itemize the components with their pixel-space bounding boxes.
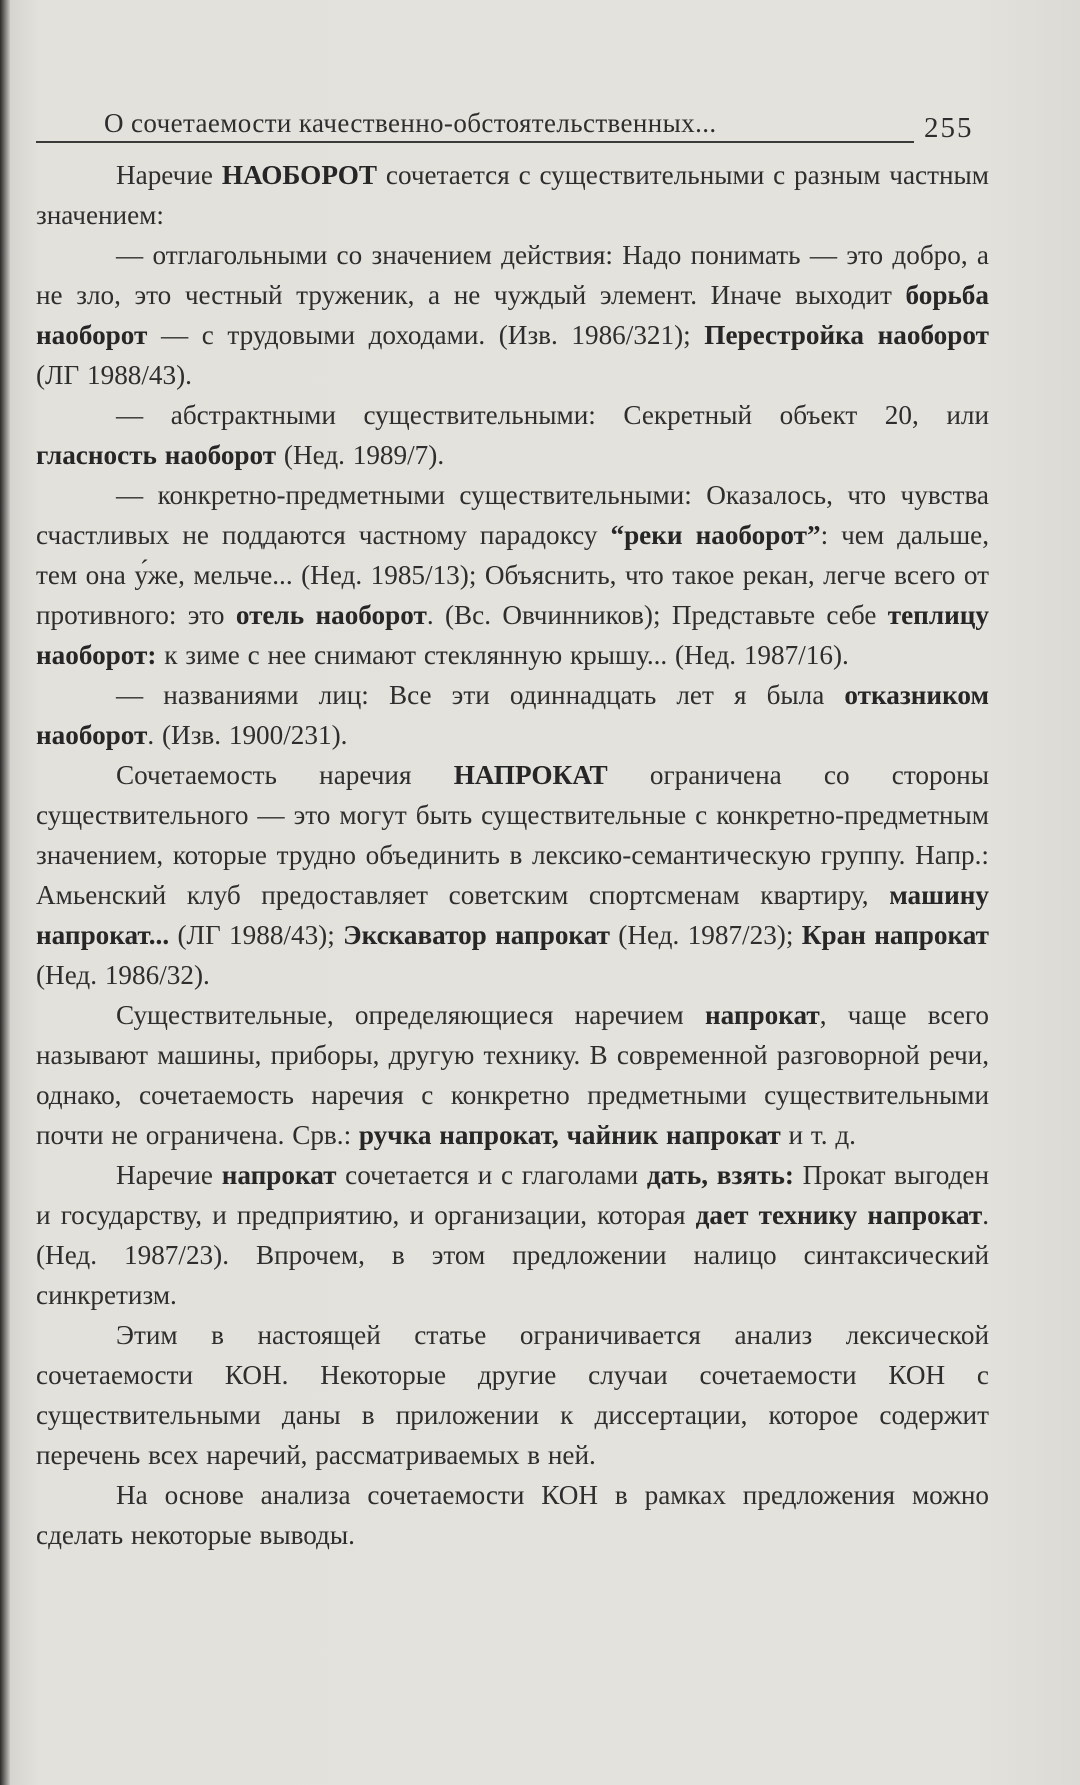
text-segment: — конкретно-предметными существительными: Оказалось, что чувства счастливых не поддаются частному парадоксу: [36, 480, 989, 550]
paragraph: [36, 1315, 989, 1475]
bold-text-segment: Экскаватор напрокат: [343, 920, 610, 950]
paragraph: [36, 1155, 989, 1315]
book-spine-edge: [0, 0, 10, 1785]
bold-text-segment: гласность наоборот: [36, 440, 277, 470]
bold-text-segment: напрокат: [221, 1160, 337, 1190]
text-segment: (ЛГ 1988/43).: [36, 360, 192, 390]
bold-text-segment: теплицу наоборот:: [36, 600, 989, 670]
paragraph: [36, 675, 989, 755]
text-segment: Сочетаемость наречия: [116, 760, 454, 790]
bold-text-segment: НАОБОРОТ: [221, 160, 378, 190]
text-segment: к зиме с нее снимают стеклянную крышу... (Нед. 1987/16).: [156, 640, 849, 670]
text-segment: (Нед. 1986/32).: [36, 960, 210, 990]
paragraph: [36, 995, 989, 1155]
running-header: [36, 100, 989, 146]
bold-text-segment: НАПРОКАТ: [453, 760, 608, 790]
text-segment: сочетается и с глаголами: [336, 1160, 647, 1190]
bold-text-segment: напрокат: [704, 1000, 820, 1030]
bold-text-segment: Кран напрокат: [801, 920, 989, 950]
bold-text-segment: дать, взять:: [646, 1160, 794, 1190]
bold-text-segment: Перестройка наоборот: [704, 320, 989, 350]
text-segment: ограничена со стороны существительного — это могут быть существительные с конкретно-предметным значением, которые трудно объединить в лексико-семантическую группу. Напр.: Амьенский клуб предоставляет советским спортсменам квартиру,: [36, 760, 989, 910]
text-segment: Прокат выгоден и государству, и предприятию, и организации, которая: [36, 1160, 990, 1230]
bold-text-segment: отель наоборот: [235, 600, 427, 630]
text-segment: (Нед. 1987/23);: [609, 920, 802, 950]
text-segment: — названиями лиц: Все эти одиннадцать лет я была: [116, 680, 845, 710]
body-text: [36, 155, 989, 1555]
text-segment: : чем дальше, тем она у́же, мельче... (Нед. 1985/13); Объяснить, что такое рекан, легче всего от противного: это: [36, 520, 989, 630]
text-segment: — с трудовыми доходами. (Изв. 1986/321);: [147, 320, 705, 350]
header-rule: [36, 141, 914, 143]
text-segment: Этим в настоящей статье ограничивается анализ лексической сочетаемости КОН. Некоторые другие случаи сочетаемости КОН с существительными даны в приложении к диссертации, которое содержит перечень всех наречий, рассматриваемых в ней.: [36, 1320, 989, 1470]
running-header-title: О сочетаемости качественно-обстоятельственных...: [104, 108, 717, 138]
text-segment: Наречие: [116, 1160, 222, 1190]
text-segment: . (Нед. 1987/23). Впрочем, в этом предложении налицо синтаксический синкретизм.: [36, 1200, 989, 1310]
text-segment: Существительные, определяющиеся наречием: [116, 1000, 705, 1030]
text-segment: и т. д.: [780, 1120, 856, 1150]
bold-text-segment: “реки наоборот”: [610, 520, 821, 550]
bold-text-segment: ручка напрокат, чайник напрокат: [358, 1120, 781, 1150]
text-segment: Наречие: [116, 160, 222, 190]
bold-text-segment: машину напрокат...: [36, 880, 989, 950]
bold-text-segment: борьба наоборот: [36, 280, 989, 350]
text-segment: (ЛГ 1988/43);: [169, 920, 344, 950]
text-segment: (Нед. 1989/7).: [276, 440, 445, 470]
bold-text-segment: дает технику напрокат: [695, 1200, 983, 1230]
text-segment: сочетается с существительными с разным частным значением:: [36, 160, 989, 230]
text-segment: . (Изв. 1900/231).: [147, 720, 348, 750]
bold-text-segment: отказником наоборот: [36, 680, 989, 750]
text-segment: , чаще всего называют машины, приборы, другую технику. В современной разговорной речи, однако, сочетаемость наречия с конкретно предметными существительными почти не ограничена. Срв.:: [36, 1000, 989, 1150]
text-segment: — отглагольными со значением действия: Надо понимать — это добро, а не зло, это честный труженик, а не чуждый элемент. Иначе выходит: [36, 240, 989, 310]
paragraph: [36, 395, 989, 475]
paragraph: [36, 1475, 989, 1555]
paragraph: [36, 235, 989, 395]
paragraph: [36, 475, 989, 675]
paragraph: [36, 755, 989, 995]
text-segment: — абстрактными существительными: Секретный объект 20, или: [116, 400, 989, 430]
paragraph: [36, 155, 989, 235]
page-number: 255: [924, 112, 974, 144]
text-segment: На основе анализа сочетаемости КОН в рамках предложения можно сделать некоторые выводы.: [36, 1480, 989, 1550]
text-segment: . (Вс. Овчинников); Представьте себе: [426, 600, 888, 630]
